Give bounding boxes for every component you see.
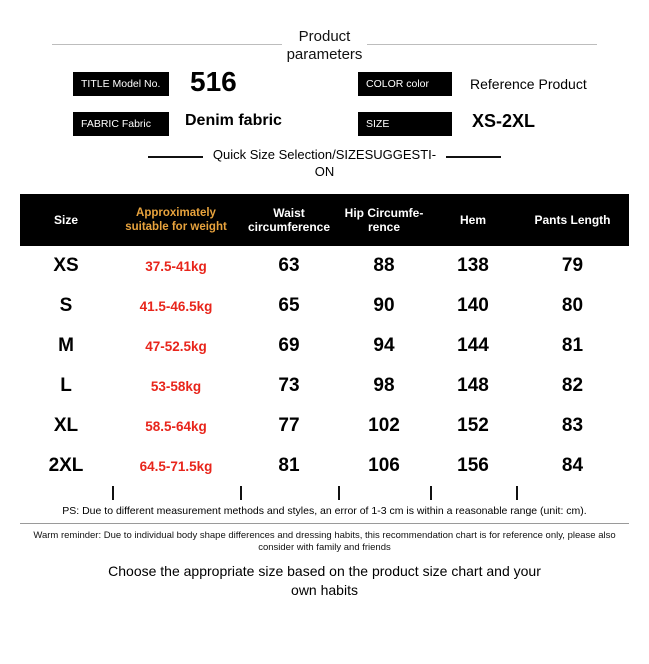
cell-hem: 140 <box>457 295 489 316</box>
header-pants-length: Pants Length <box>534 213 611 227</box>
product-parameters-header <box>0 0 649 63</box>
title-tag-label: TITLE Model No. <box>73 72 169 96</box>
cell-hem: 144 <box>457 335 489 356</box>
size-tag-label: SIZE <box>358 112 452 136</box>
color-tag-label: COLOR color <box>358 72 452 96</box>
size-advice <box>0 562 649 600</box>
size-selection-heading <box>0 142 649 194</box>
cell-hip: 94 <box>373 335 395 356</box>
page-title-line1: Product <box>298 28 351 45</box>
tick-mark <box>240 486 242 500</box>
warm-reminder-line1: Warm reminder: Due to individual body shape differences and dressing habits, this recommendation chart is for reference only, please also <box>33 530 616 541</box>
table-header-row <box>20 194 629 246</box>
cell-hip: 106 <box>368 455 400 476</box>
header-weight <box>112 206 240 234</box>
cell-hem: 156 <box>457 455 489 476</box>
cell-pants-length: 82 <box>561 375 584 396</box>
tick-mark <box>430 486 432 500</box>
cell-waist: 63 <box>278 255 300 276</box>
measurement-note: PS: Due to different measurement methods and styles, an error of 1-3 cm is within a reasonable range (unit: cm). <box>62 505 587 517</box>
cell-size: 2XL <box>48 455 84 476</box>
cell-waist: 73 <box>278 375 300 396</box>
warm-reminder-line2: consider with family and friends <box>258 542 391 553</box>
header-weight-line2: suitable for weight <box>125 221 227 233</box>
cell-hip: 102 <box>368 415 400 436</box>
warm-reminder <box>0 530 649 554</box>
table-row <box>20 246 629 286</box>
header-hip-line1: Hip Circumfe- <box>344 206 424 220</box>
cell-pants-length: 83 <box>561 415 584 436</box>
cell-pants-length: 79 <box>561 255 584 276</box>
column-tick-marks <box>20 486 629 502</box>
section-title-line2: ON <box>314 164 335 179</box>
fabric-value: Denim fabric <box>185 112 282 129</box>
cell-weight: 41.5-46.5kg <box>139 298 213 314</box>
color-value: Reference Product <box>470 76 587 92</box>
size-range-value: XS-2XL <box>472 111 536 131</box>
cell-weight: 64.5-71.5kg <box>139 458 213 474</box>
parameters-block <box>0 60 649 142</box>
header-hip-line2: rence <box>367 220 401 234</box>
table-row <box>20 366 629 406</box>
cell-weight: 53-58kg <box>150 378 202 394</box>
cell-hip: 90 <box>373 295 395 316</box>
table-row <box>20 286 629 326</box>
cell-weight: 37.5-41kg <box>145 258 207 274</box>
section-title-line1: Quick Size Selection/SIZESUGGESTI- <box>212 147 437 162</box>
table-row <box>20 326 629 366</box>
size-advice-line2: own habits <box>291 582 358 598</box>
cell-weight: 47-52.5kg <box>145 338 207 354</box>
table-row <box>20 406 629 446</box>
cell-hip: 98 <box>373 375 395 396</box>
cell-size: L <box>60 375 72 396</box>
header-hip <box>338 206 430 234</box>
header-waist <box>240 206 338 234</box>
cell-weight: 58.5-64kg <box>145 418 207 434</box>
page-title <box>0 28 649 64</box>
cell-pants-length: 81 <box>561 335 584 356</box>
tick-mark <box>112 486 114 500</box>
section-title <box>40 146 609 180</box>
cell-hip: 88 <box>373 255 395 276</box>
header-hem: Hem <box>459 213 486 227</box>
header-waist-line2: circumference <box>247 220 331 234</box>
cell-hem: 138 <box>457 255 489 276</box>
cell-size: M <box>58 335 74 356</box>
header-waist-line1: Waist <box>273 206 305 220</box>
size-chart-table <box>20 194 629 486</box>
footer-divider <box>20 523 629 524</box>
cell-size: XS <box>53 255 79 276</box>
cell-waist: 69 <box>278 335 300 356</box>
page-title-line2: parameters <box>286 46 363 63</box>
size-advice-line1: Choose the appropriate size based on the product size chart and your <box>108 563 541 579</box>
cell-waist: 65 <box>278 295 300 316</box>
tick-mark <box>516 486 518 500</box>
cell-pants-length: 84 <box>561 455 584 476</box>
tick-mark <box>338 486 340 500</box>
cell-hem: 148 <box>457 375 489 396</box>
fabric-tag-label: FABRIC Fabric <box>73 112 169 136</box>
table-row <box>20 446 629 486</box>
cell-hem: 152 <box>457 415 489 436</box>
cell-pants-length: 80 <box>561 295 584 316</box>
cell-size: XL <box>53 415 79 436</box>
cell-size: S <box>59 295 73 316</box>
cell-waist: 77 <box>278 415 300 436</box>
header-size: Size <box>53 213 78 227</box>
model-number-value: 516 <box>190 66 237 97</box>
header-weight-line1: Approximately <box>136 207 216 219</box>
cell-waist: 81 <box>278 455 300 476</box>
